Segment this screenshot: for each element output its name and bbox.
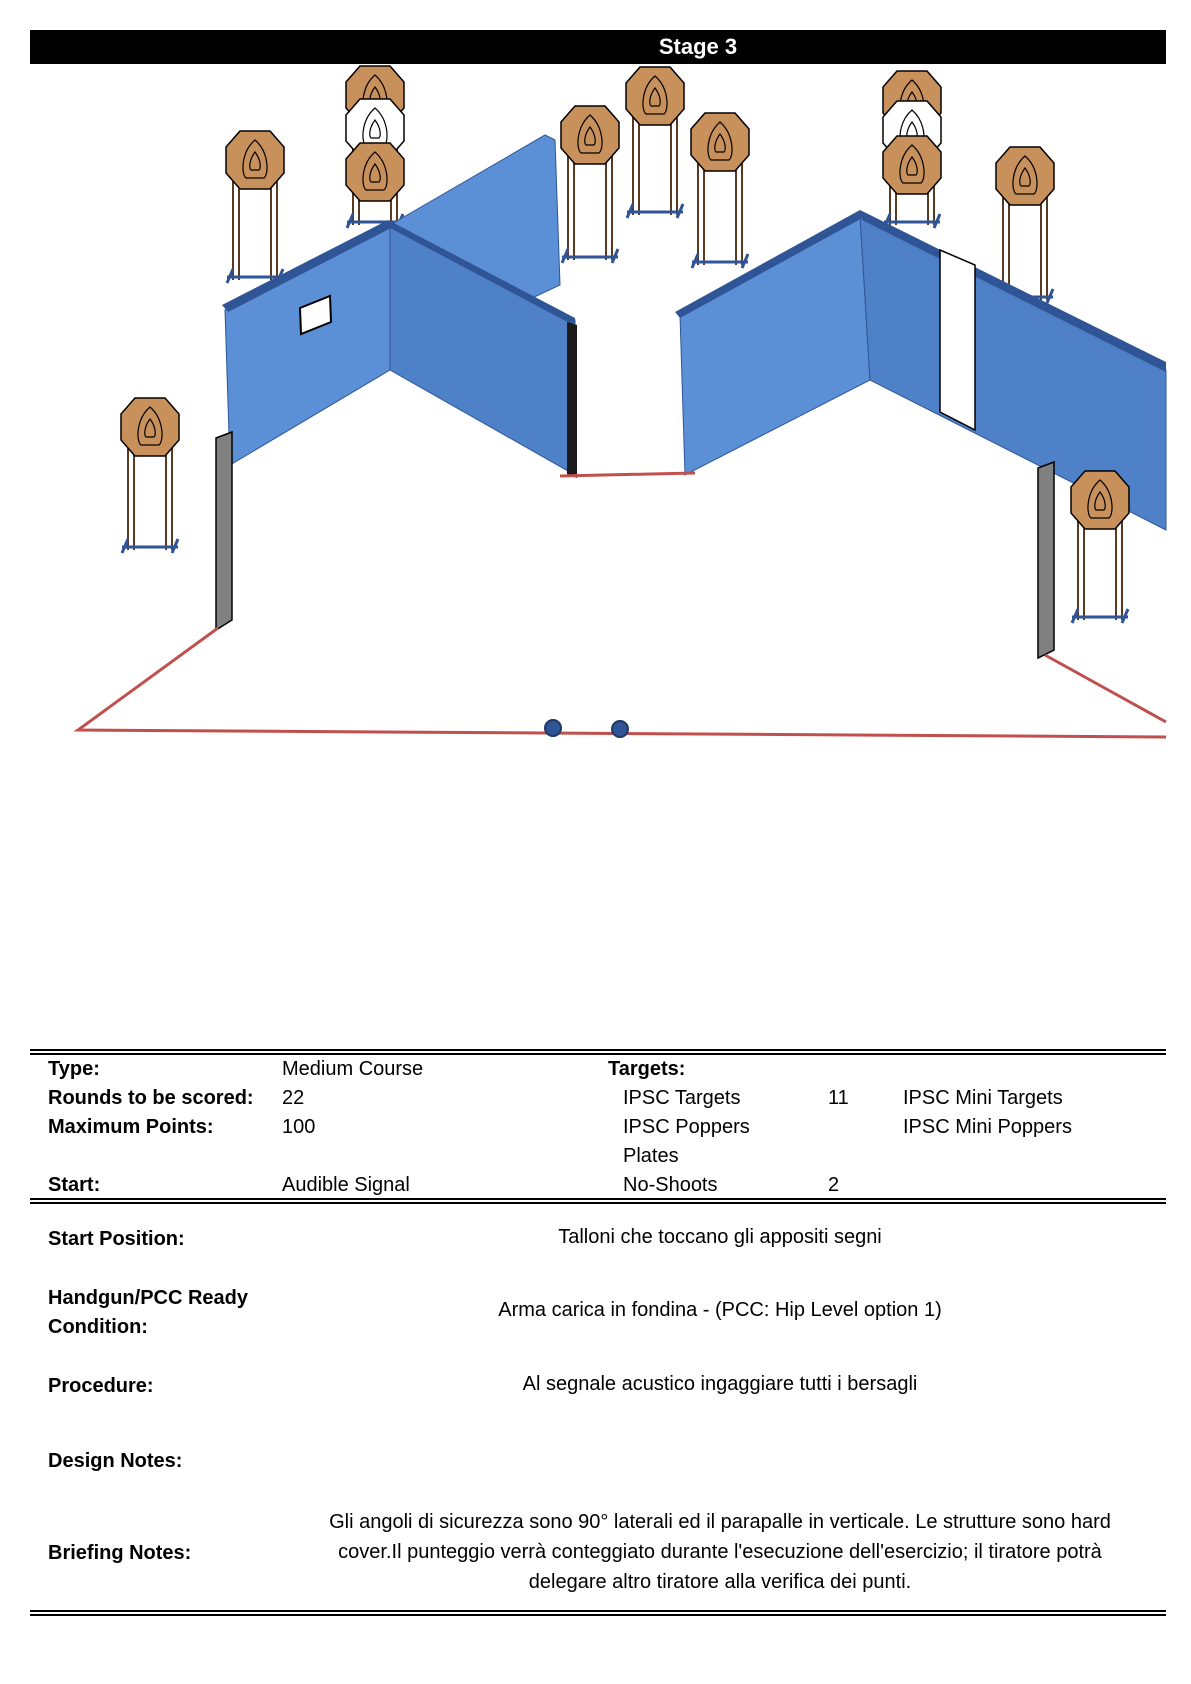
- table-bottom-rule: [30, 1610, 1166, 1616]
- no-shoots-label: No-Shoots: [623, 1174, 718, 1196]
- type-value: Medium Course: [282, 1058, 424, 1080]
- start-position-label: Start Position:: [48, 1228, 185, 1250]
- target-stand-3: [626, 67, 684, 218]
- stage-header-bar: [30, 30, 1166, 64]
- start-marker-left: [545, 720, 561, 736]
- type-label: Type:: [48, 1058, 100, 1080]
- briefing-notes-line2: cover.Il punteggio verrà conteggiato durante l'esecuzione dell'esercizio; il tiratore potrà: [338, 1541, 1102, 1563]
- max-points-value: 100: [282, 1116, 316, 1138]
- briefing-notes-line3: delegare altro tiratore alla verifica dei punti.: [528, 1571, 912, 1593]
- briefing-notes-line1: Gli angoli di sicurezza sono 90° laterali ed il parapalle in verticale. Le strutture sono hard: [329, 1511, 1111, 1533]
- target-stand-1: [226, 131, 284, 283]
- ready-condition-label-line2: Condition:: [48, 1316, 148, 1338]
- stage-diagram: [0, 64, 1191, 764]
- ready-condition-value: Arma carica in fondina - (PCC: Hip Level option 1): [498, 1299, 942, 1321]
- start-position-value: Talloni che toccano gli appositi segni: [558, 1226, 882, 1248]
- target-stand-7: [996, 147, 1054, 303]
- wall-door-opening: [940, 250, 975, 430]
- target-stand-9: [1071, 471, 1129, 623]
- no-shoots-count: 2: [828, 1174, 840, 1196]
- ipsc-mini-targets-label: IPSC Mini Targets: [903, 1087, 1063, 1109]
- ipsc-poppers-label: IPSC Poppers: [623, 1116, 750, 1138]
- procedure-value: Al segnale acustico ingaggiare tutti i bersagli: [522, 1373, 918, 1395]
- start-marker-right: [612, 721, 628, 737]
- target-stand-8: [121, 398, 179, 553]
- ipsc-targets-label: IPSC Targets: [623, 1087, 741, 1109]
- procedure-label: Procedure:: [48, 1375, 154, 1397]
- briefing-notes-label: Briefing Notes:: [48, 1542, 192, 1564]
- max-points-label: Maximum Points:: [48, 1116, 214, 1138]
- start-label: Start:: [48, 1174, 101, 1196]
- ipsc-mini-poppers-label: IPSC Mini Poppers: [903, 1116, 1072, 1138]
- target-stand-4: [561, 106, 619, 263]
- target-stand-6-stacked: [883, 71, 941, 228]
- plates-label: Plates: [623, 1145, 679, 1167]
- targets-label: Targets:: [608, 1058, 686, 1080]
- table-mid-rule: [30, 1198, 1166, 1204]
- design-notes-label: Design Notes:: [48, 1450, 183, 1472]
- target-stand-2-stacked: [346, 66, 404, 228]
- rounds-value: 22: [282, 1087, 305, 1109]
- right-barrier-panel: [1038, 462, 1054, 658]
- rounds-label: Rounds to be scored:: [48, 1087, 254, 1109]
- stage-title: Stage 3: [658, 34, 738, 59]
- target-stand-5: [691, 113, 749, 268]
- ready-condition-label-line1: Handgun/PCC Ready: [48, 1287, 249, 1309]
- fault-lines: [78, 473, 1166, 737]
- left-barrier-panel: [216, 432, 232, 630]
- start-value: Audible Signal: [282, 1174, 410, 1196]
- table-top-rule: [30, 1049, 1166, 1055]
- ipsc-targets-count: 11: [828, 1087, 849, 1109]
